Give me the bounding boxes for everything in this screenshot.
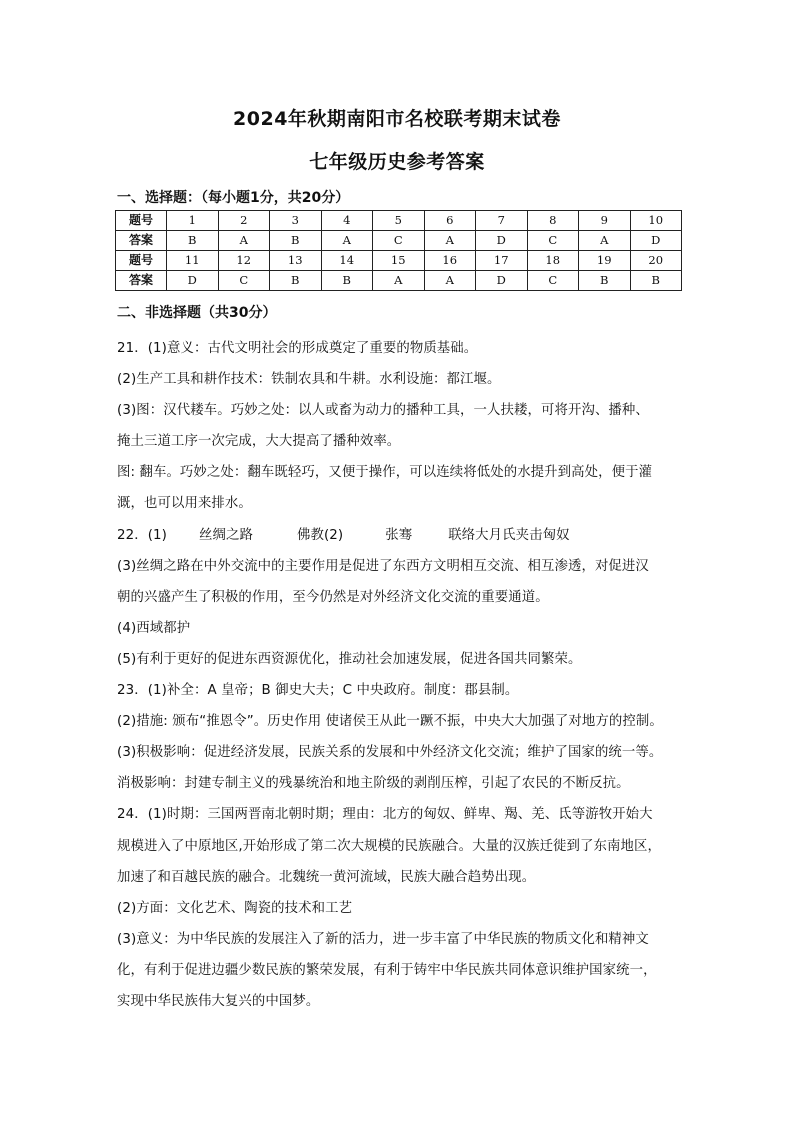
q22-part-a3: 张骞 <box>385 527 413 543</box>
answer-line: 溉，也可以用来排水。 <box>117 496 252 512</box>
exam-title: 2024年秋期南阳市名校联考期末试卷 <box>233 108 561 130</box>
table-cell: B <box>579 271 631 291</box>
answer-line: (2)生产工具和耕作技术：铁制农具和牛耕。水利设施：都江堰。 <box>117 372 501 388</box>
q22-part-a2: 佛教(2) <box>296 527 344 543</box>
row-label: 答案 <box>116 271 167 291</box>
table-cell: D <box>476 271 528 291</box>
answer-line: 图: 翻车。巧妙之处：翻车既轻巧，又便于操作，可以连续将低处的水提升到高处，便于灌 <box>117 465 653 481</box>
table-cell: C <box>373 231 425 251</box>
answer-line: (3)丝绸之路在中外交流中的主要作用是促进了东西方文明相互交流、相互渗透，对促进汉 <box>117 558 649 574</box>
table-cell: A <box>373 271 425 291</box>
answer-line: (2)方面：文化艺术、陶瓷的技术和工艺 <box>117 900 353 916</box>
table-cell: 3 <box>270 211 322 231</box>
table-cell: 9 <box>579 211 631 231</box>
q22-part-a1: 丝绸之路 <box>199 527 253 543</box>
table-cell: B <box>630 271 682 291</box>
table-cell: 19 <box>579 251 631 271</box>
answer-line: 实现中华民族伟大复兴的中国梦。 <box>117 993 320 1009</box>
answer-line: 消极影响：封建专制主义的残暴统治和地主阶级的剥削压榨，引起了农民的不断反抗。 <box>117 776 630 792</box>
answer-line: 24．(1)时期：三国两晋南北朝时期；理由：北方的匈奴、鲜卑、羯、羌、氐等游牧开始大 <box>117 807 653 823</box>
table-cell: 6 <box>424 211 476 231</box>
table-cell: C <box>527 231 579 251</box>
table-cell: C <box>527 271 579 291</box>
table-cell: 16 <box>424 251 476 271</box>
row-label: 答案 <box>116 231 167 251</box>
answer-line: (3)图：汉代耧车。巧妙之处：以人或畜为动力的播种工具，一人扶耧，可将开沟、播种、 <box>117 403 649 419</box>
table-cell: A <box>579 231 631 251</box>
q22-part-a4: 联络大月氏夹击匈奴 <box>448 527 570 543</box>
table-row <box>116 231 682 251</box>
table-cell: B <box>321 271 373 291</box>
table-cell: B <box>270 271 322 291</box>
answer-line: 掩土三道工序一次完成，大大提高了播种效率。 <box>117 434 401 450</box>
answer-line: 21．(1)意义：古代文明社会的形成奠定了重要的物质基础。 <box>117 341 478 356</box>
table-cell: 7 <box>476 211 528 231</box>
table-row <box>116 251 682 271</box>
multiple-choice-answer-table <box>115 210 682 291</box>
table-cell: D <box>630 231 682 251</box>
section-non-choice-heading: 二、非选择题（共30分） <box>117 305 277 321</box>
table-cell: 5 <box>373 211 425 231</box>
answer-line: (2)措施: 颁布“推恩令”。历史作用 使诸侯王从此一蹶不振，中央大大加强了对地方的控制。 <box>117 714 663 730</box>
row-label: 题号 <box>116 211 167 231</box>
table-cell: 1 <box>167 211 219 231</box>
answer-line: 朝的兴盛产生了积极的作用，至今仍然是对外经济文化交流的重要通道。 <box>117 589 549 605</box>
table-cell: C <box>218 271 270 291</box>
table-row <box>116 271 682 291</box>
table-cell: 20 <box>630 251 682 271</box>
table-cell: D <box>167 271 219 291</box>
table-cell: 10 <box>630 211 682 231</box>
answer-text-block <box>117 333 677 1017</box>
table-row <box>116 211 682 231</box>
table-cell: 18 <box>527 251 579 271</box>
table-cell: B <box>167 231 219 251</box>
section-multiple-choice-heading: 一、选择题：（每小题1分，共20分） <box>117 190 350 206</box>
table-cell: B <box>270 231 322 251</box>
table-cell: A <box>321 231 373 251</box>
answer-line: 规模进入了中原地区,开始形成了第二次大规模的民族融合。大量的汉族迁徙到了东南地区， <box>117 838 661 854</box>
table-cell: 14 <box>321 251 373 271</box>
table-cell: 13 <box>270 251 322 271</box>
answer-line: 化，有利于促进边疆少数民族的繁荣发展，有利于铸牢中华民族共同体意识维护国家统一， <box>117 962 657 978</box>
table-cell: 17 <box>476 251 528 271</box>
table-cell: A <box>424 231 476 251</box>
table-cell: 12 <box>218 251 270 271</box>
answer-line: (3)意义：为中华民族的发展注入了新的活力，进一步丰富了中华民族的物质文化和精神文 <box>117 931 649 947</box>
table-cell: A <box>424 271 476 291</box>
answer-line: (4)西域都护 <box>117 620 191 636</box>
table-cell: D <box>476 231 528 251</box>
answer-key-title: 七年级历史参考答案 <box>309 151 485 173</box>
table-cell: 15 <box>373 251 425 271</box>
answer-line: (3)积极影响：促进经济发展，民族关系的发展和中外经济文化交流；维护了国家的统一等。 <box>117 745 663 761</box>
answer-line: (5)有利于更好的促进东西资源优化，推动社会加速发展，促进各国共同繁荣。 <box>117 651 582 667</box>
answer-line: 加速了和百越民族的融合。北魏统一黄河流域，民族大融合趋势出现。 <box>117 869 536 885</box>
q22-part-num: 22．(1) <box>117 527 167 543</box>
table-cell: 11 <box>167 251 219 271</box>
answer-line-q22-1 <box>117 520 677 551</box>
table-cell: A <box>218 231 270 251</box>
table-cell: 2 <box>218 211 270 231</box>
table-cell: 4 <box>321 211 373 231</box>
row-label: 题号 <box>116 251 167 271</box>
table-cell: 8 <box>527 211 579 231</box>
answer-line: 23．(1)补全：A 皇帝；B 御史大夫；C 中央政府。制度：郡县制。 <box>117 683 519 699</box>
